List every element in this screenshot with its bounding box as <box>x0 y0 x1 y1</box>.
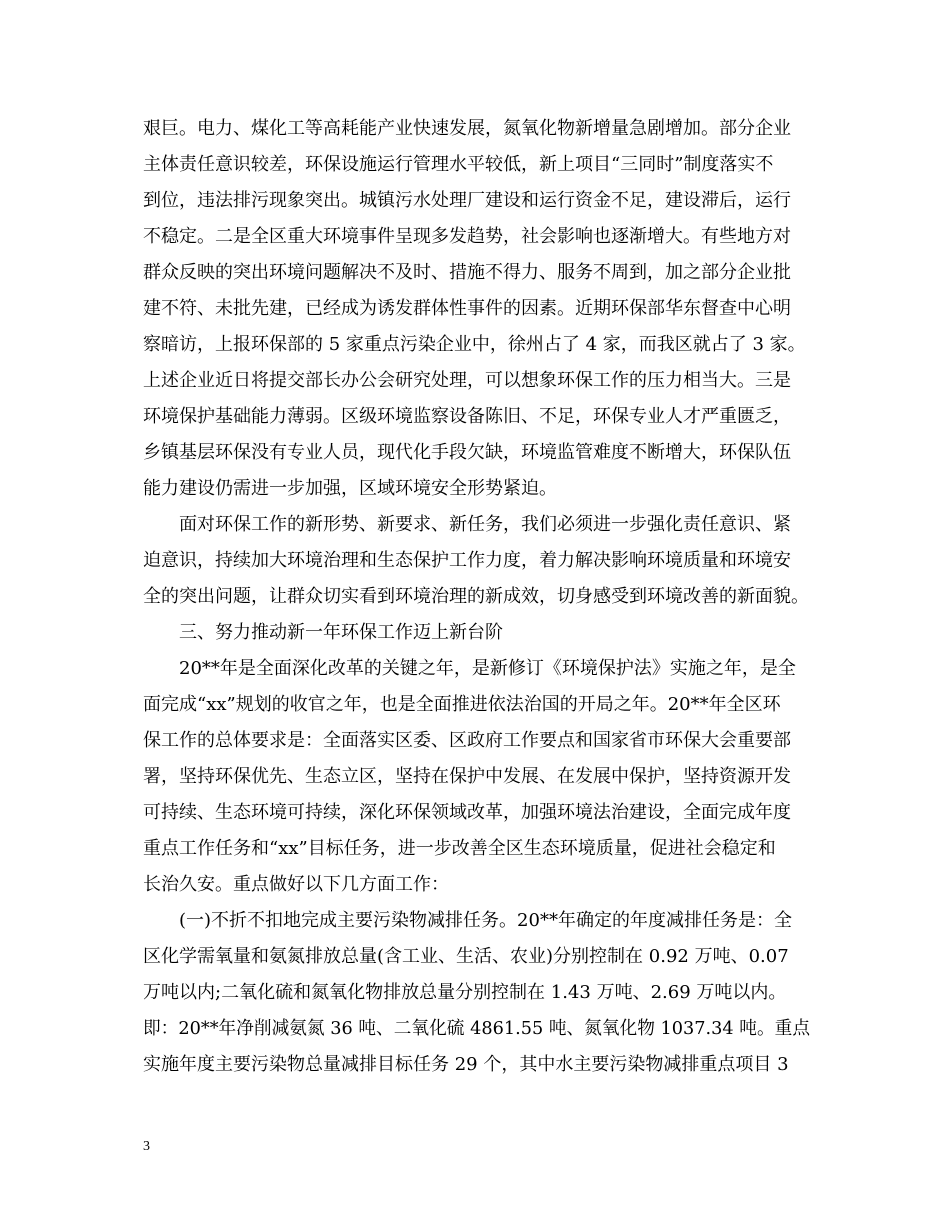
text-line: 万吨以内;二氧化硫和氮氧化物排放总量分别控制在 1.43 万吨、2.69 万吨以内。 <box>143 982 787 1003</box>
page-number: 3 <box>143 1139 150 1154</box>
text-line: 长治久安。重点做好以下几方面工作： <box>143 874 449 895</box>
text-line: 群众反映的突出环境问题解决不及时、措施不得力、服务不周到，加之部分企业批 <box>143 262 791 283</box>
text-line: 建不符、未批先建，已经成为诱发群体性事件的因素。近期环保部华东督查中心明 <box>143 298 791 319</box>
text-line: 20**年是全面深化改革的关键之年，是新修订《环境保护法》实施之年，是全 <box>179 658 796 679</box>
text-line: 上述企业近日将提交部长办公会研究处理，可以想象环保工作的压力相当大。三是 <box>143 370 791 391</box>
text-line: 全的突出问题，让群众切实看到环境治理的新成效，切身感受到环境改善的新面貌。 <box>143 586 809 607</box>
text-line: 迫意识，持续加大环境治理和生态保护工作力度，着力解决影响环境质量和环境安 <box>143 550 791 571</box>
text-line: 面对环保工作的新形势、新要求、新任务，我们必须进一步强化责任意识、紧 <box>179 514 791 535</box>
text-line: 察暗访，上报环保部的 5 家重点污染企业中，徐州占了 4 家，而我区就占了 3 家。 <box>143 334 806 355</box>
text-line: 能力建设仍需进一步加强，区域环境安全形势紧迫。 <box>143 478 557 499</box>
text-line: 面完成“xx”规划的收官之年，也是全面推进依法治国的开局之年。20**年全区环 <box>143 694 781 715</box>
text-line: 不稳定。二是全区重大环境事件呈现多发趋势，社会影响也逐渐增大。有些地方对 <box>143 226 791 247</box>
text-line: 到位，违法排污现象突出。城镇污水处理厂建设和运行资金不足，建设滞后，运行 <box>143 190 791 211</box>
text-line: 三、努力推动新一年环保工作迈上新台阶 <box>179 622 503 643</box>
text-line: 即：20**年净削减氨氮 36 吨、二氧化硫 4861.55 吨、氮氧化物 1037.34 吨。重点 <box>143 1018 811 1039</box>
text-line: 实施年度主要污染物总量减排目标任务 29 个，其中水主要污染物减排重点项目 3 <box>143 1054 789 1075</box>
text-line: 艰巨。电力、煤化工等高耗能产业快速发展，氮氧化物新增量急剧增加。部分企业 <box>143 118 791 139</box>
text-line: 乡镇基层环保没有专业人员，现代化手段欠缺，环境监管难度不断增大，环保队伍 <box>143 442 791 463</box>
text-line: (一)不折不扣地完成主要污染物减排任务。20**年确定的年度减排任务是：全 <box>179 910 792 931</box>
text-line: 主体责任意识较差，环保设施运行管理水平较低，新上项目“三同时”制度落实不 <box>143 154 774 175</box>
text-line: 保工作的总体要求是：全面落实区委、区政府工作要点和国家省市环保大会重要部 <box>143 730 791 751</box>
text-line: 区化学需氧量和氨氮排放总量(含工业、生活、农业)分别控制在 0.92 万吨、0.07 <box>143 946 789 967</box>
text-line: 环境保护基础能力薄弱。区级环境监察设备陈旧、不足，环保专业人才严重匮乏， <box>143 406 791 427</box>
text-line: 可持续、生态环境可持续，深化环保领域改革，加强环境法治建设，全面完成年度 <box>143 802 791 823</box>
text-line: 重点工作任务和“xx”目标任务，进一步改善全区生态环境质量，促进社会稳定和 <box>143 838 776 859</box>
text-line: 署，坚持环保优先、生态立区，坚持在保护中发展、在发展中保护，坚持资源开发 <box>143 766 791 787</box>
